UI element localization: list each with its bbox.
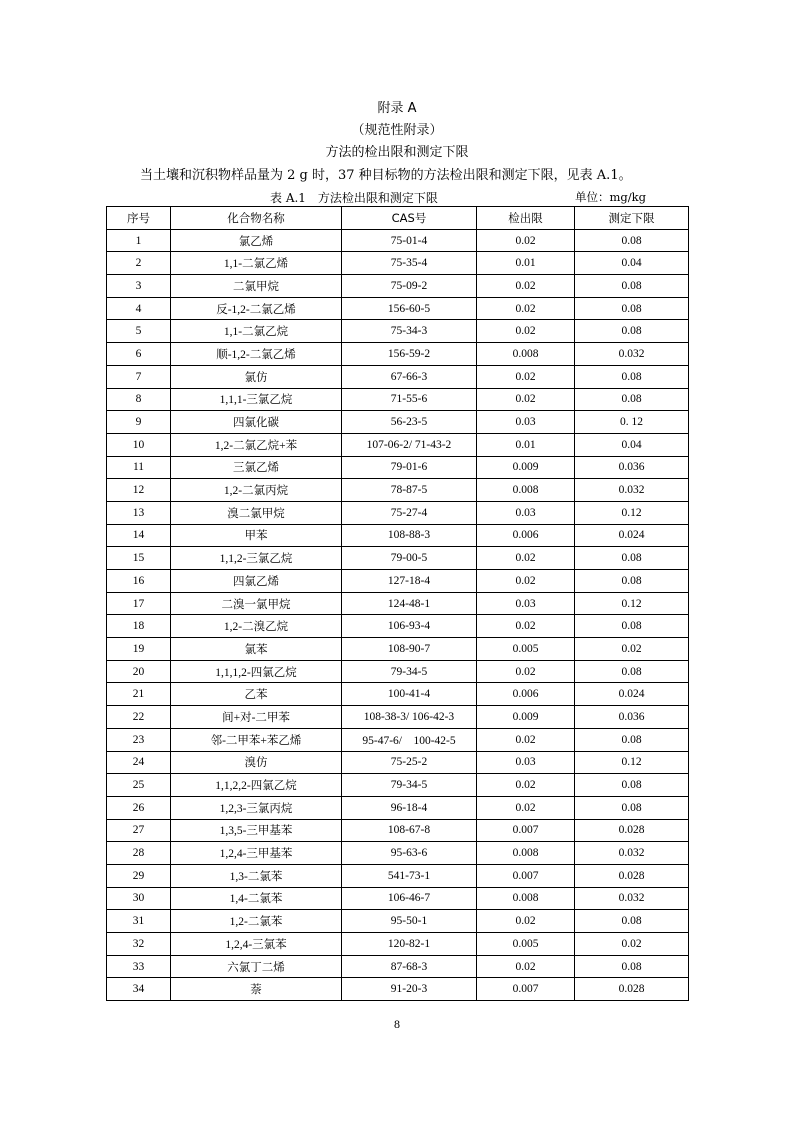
cell-compound: 四氯化碳 (171, 411, 342, 434)
cell-index: 11 (107, 456, 171, 479)
table-row (107, 978, 689, 1001)
cell-index: 20 (107, 660, 171, 683)
table-row (107, 592, 689, 615)
cell-compound: 1,2-二溴乙烷 (171, 615, 342, 638)
cell-cas: 75-01-4 (342, 229, 477, 252)
cell-compound: 1,1,1,2-四氯乙烷 (171, 660, 342, 683)
cell-cas: 541-73-1 (342, 864, 477, 887)
cell-compound: 二氯甲烷 (171, 275, 342, 298)
cell-quantitation-limit: 0.08 (575, 910, 689, 933)
cell-quantitation-limit: 0.08 (575, 615, 689, 638)
cell-quantitation-limit: 0.12 (575, 592, 689, 615)
cell-quantitation-limit: 0.04 (575, 433, 689, 456)
cell-compound: 1,2-二氯丙烷 (171, 479, 342, 502)
cell-compound: 二溴一氯甲烷 (171, 592, 342, 615)
cell-compound: 甲苯 (171, 524, 342, 547)
table-row (107, 706, 689, 729)
cell-quantitation-limit: 0.032 (575, 842, 689, 865)
cell-quantitation-limit: 0.08 (575, 955, 689, 978)
cell-quantitation-limit: 0.12 (575, 751, 689, 774)
page-number: 8 (394, 1017, 400, 1031)
cell-index: 30 (107, 887, 171, 910)
cell-compound: 1,2,4-三甲基苯 (171, 842, 342, 865)
table-row (107, 819, 689, 842)
cell-index: 27 (107, 819, 171, 842)
cell-index: 3 (107, 275, 171, 298)
cell-quantitation-limit: 0.036 (575, 706, 689, 729)
cell-compound: 1,2-二氯乙烷+苯 (171, 433, 342, 456)
table-row (107, 638, 689, 661)
cell-index: 22 (107, 706, 171, 729)
table-row (107, 774, 689, 797)
table-row (107, 570, 689, 593)
cell-compound: 1,1-二氯乙烯 (171, 252, 342, 275)
cell-detection-limit: 0.01 (477, 252, 575, 275)
cell-quantitation-limit: 0.024 (575, 524, 689, 547)
cell-index: 8 (107, 388, 171, 411)
cell-cas: 79-34-5 (342, 660, 477, 683)
cell-quantitation-limit: 0.032 (575, 343, 689, 366)
section-title: 方法的检出限和测定下限 (325, 145, 469, 160)
cell-compound: 氯乙烯 (171, 229, 342, 252)
cell-quantitation-limit: 0.08 (575, 570, 689, 593)
cell-quantitation-limit: 0.028 (575, 864, 689, 887)
cell-index: 26 (107, 796, 171, 819)
cell-cas: 95-47-6/ 100-42-5 (342, 728, 477, 751)
cell-detection-limit: 0.03 (477, 592, 575, 615)
cell-quantitation-limit: 0.04 (575, 252, 689, 275)
cell-index: 34 (107, 978, 171, 1001)
cell-compound: 1,3,5-三甲基苯 (171, 819, 342, 842)
cell-compound: 溴二氯甲烷 (171, 501, 342, 524)
cell-detection-limit: 0.02 (477, 229, 575, 252)
cell-compound: 四氯乙烯 (171, 570, 342, 593)
table-row (107, 229, 689, 252)
cell-index: 29 (107, 864, 171, 887)
table-row (107, 660, 689, 683)
cell-quantitation-limit: 0.08 (575, 275, 689, 298)
cell-quantitation-limit: 0. 12 (575, 411, 689, 434)
cell-index: 23 (107, 728, 171, 751)
cell-compound: 乙苯 (171, 683, 342, 706)
cell-quantitation-limit: 0.02 (575, 933, 689, 956)
cell-cas: 87-68-3 (342, 955, 477, 978)
table-header-row (107, 207, 689, 230)
cell-detection-limit: 0.008 (477, 842, 575, 865)
cell-quantitation-limit: 0.02 (575, 638, 689, 661)
cell-index: 7 (107, 365, 171, 388)
cell-detection-limit: 0.02 (477, 275, 575, 298)
cell-compound: 1,1,2-三氯乙烷 (171, 547, 342, 570)
cell-cas: 108-90-7 (342, 638, 477, 661)
table-unit: 单位：mg/kg (575, 190, 646, 204)
cell-cas: 67-66-3 (342, 365, 477, 388)
cell-detection-limit: 0.02 (477, 660, 575, 683)
table-row (107, 751, 689, 774)
table-row (107, 547, 689, 570)
cell-quantitation-limit: 0.08 (575, 388, 689, 411)
table-row (107, 343, 689, 366)
cell-compound: 1,4-二氯苯 (171, 887, 342, 910)
cell-detection-limit: 0.02 (477, 796, 575, 819)
cell-detection-limit: 0.008 (477, 479, 575, 502)
cell-index: 6 (107, 343, 171, 366)
cell-detection-limit: 0.03 (477, 411, 575, 434)
cell-cas: 71-55-6 (342, 388, 477, 411)
cell-cas: 107-06-2/ 71-43-2 (342, 433, 477, 456)
table-row (107, 365, 689, 388)
cell-index: 13 (107, 501, 171, 524)
cell-quantitation-limit: 0.032 (575, 887, 689, 910)
cell-detection-limit: 0.02 (477, 297, 575, 320)
cell-compound: 1,1,2,2-四氯乙烷 (171, 774, 342, 797)
cell-detection-limit: 0.008 (477, 343, 575, 366)
cell-quantitation-limit: 0.032 (575, 479, 689, 502)
cell-quantitation-limit: 0.08 (575, 365, 689, 388)
table-row (107, 275, 689, 298)
cell-cas: 75-25-2 (342, 751, 477, 774)
cell-detection-limit: 0.02 (477, 320, 575, 343)
table-caption: 表 A.1 方法检出限和测定下限 (270, 191, 438, 205)
cell-quantitation-limit: 0.08 (575, 229, 689, 252)
cell-index: 25 (107, 774, 171, 797)
cell-cas: 91-20-3 (342, 978, 477, 1001)
cell-compound: 1,2-二氯苯 (171, 910, 342, 933)
cell-compound: 顺-1,2-二氯乙烯 (171, 343, 342, 366)
detection-limit-table (106, 206, 689, 1001)
cell-compound: 1,2,4-三氯苯 (171, 933, 342, 956)
cell-index: 5 (107, 320, 171, 343)
header-cas: CAS号 (342, 207, 477, 230)
table-row (107, 456, 689, 479)
cell-compound: 1,3-二氯苯 (171, 864, 342, 887)
table-row (107, 411, 689, 434)
cell-cas: 108-38-3/ 106-42-3 (342, 706, 477, 729)
cell-cas: 100-41-4 (342, 683, 477, 706)
cell-detection-limit: 0.02 (477, 774, 575, 797)
cell-detection-limit: 0.007 (477, 864, 575, 887)
cell-detection-limit: 0.006 (477, 524, 575, 547)
cell-detection-limit: 0.005 (477, 638, 575, 661)
cell-compound: 间+对-二甲苯 (171, 706, 342, 729)
cell-index: 24 (107, 751, 171, 774)
cell-cas: 106-93-4 (342, 615, 477, 638)
cell-detection-limit: 0.006 (477, 683, 575, 706)
intro-paragraph: 当土壤和沉积物样品量为 2 g 时，37 种目标物的方法检出限和测定下限，见表 A.1。 (140, 168, 632, 183)
cell-quantitation-limit: 0.08 (575, 774, 689, 797)
cell-cas: 79-00-5 (342, 547, 477, 570)
cell-cas: 78-87-5 (342, 479, 477, 502)
cell-quantitation-limit: 0.036 (575, 456, 689, 479)
cell-index: 16 (107, 570, 171, 593)
cell-cas: 56-23-5 (342, 411, 477, 434)
cell-index: 28 (107, 842, 171, 865)
cell-compound: 1,2,3-三氯丙烷 (171, 796, 342, 819)
cell-quantitation-limit: 0.08 (575, 547, 689, 570)
cell-detection-limit: 0.02 (477, 365, 575, 388)
cell-compound: 氯仿 (171, 365, 342, 388)
cell-detection-limit: 0.03 (477, 501, 575, 524)
cell-cas: 79-34-5 (342, 774, 477, 797)
cell-compound: 1,1,1-三氯乙烷 (171, 388, 342, 411)
cell-detection-limit: 0.009 (477, 456, 575, 479)
table-row (107, 728, 689, 751)
cell-cas: 75-35-4 (342, 252, 477, 275)
cell-cas: 106-46-7 (342, 887, 477, 910)
cell-index: 18 (107, 615, 171, 638)
table-row (107, 796, 689, 819)
cell-cas: 108-67-8 (342, 819, 477, 842)
appendix-title: 附录 A (377, 101, 417, 116)
cell-compound: 三氯乙烯 (171, 456, 342, 479)
cell-detection-limit: 0.02 (477, 615, 575, 638)
cell-quantitation-limit: 0.024 (575, 683, 689, 706)
cell-compound: 氯苯 (171, 638, 342, 661)
table-row (107, 910, 689, 933)
cell-index: 14 (107, 524, 171, 547)
cell-detection-limit: 0.007 (477, 978, 575, 1001)
cell-quantitation-limit: 0.08 (575, 660, 689, 683)
cell-detection-limit: 0.02 (477, 728, 575, 751)
cell-detection-limit: 0.009 (477, 706, 575, 729)
cell-quantitation-limit: 0.028 (575, 978, 689, 1001)
table-body (107, 229, 689, 1000)
table-row (107, 615, 689, 638)
cell-index: 32 (107, 933, 171, 956)
cell-compound: 六氯丁二烯 (171, 955, 342, 978)
cell-cas: 79-01-6 (342, 456, 477, 479)
header-compound: 化合物名称 (171, 207, 342, 230)
cell-quantitation-limit: 0.12 (575, 501, 689, 524)
cell-cas: 96-18-4 (342, 796, 477, 819)
cell-cas: 156-60-5 (342, 297, 477, 320)
table-row (107, 388, 689, 411)
cell-cas: 108-88-3 (342, 524, 477, 547)
cell-cas: 127-18-4 (342, 570, 477, 593)
cell-detection-limit: 0.03 (477, 751, 575, 774)
table-row (107, 524, 689, 547)
cell-index: 31 (107, 910, 171, 933)
cell-index: 9 (107, 411, 171, 434)
header-detection-limit: 检出限 (477, 207, 575, 230)
cell-index: 12 (107, 479, 171, 502)
cell-detection-limit: 0.005 (477, 933, 575, 956)
table-row (107, 320, 689, 343)
cell-detection-limit: 0.02 (477, 570, 575, 593)
cell-compound: 1,1-二氯乙烷 (171, 320, 342, 343)
cell-quantitation-limit: 0.08 (575, 796, 689, 819)
cell-compound: 反-1,2-二氯乙烯 (171, 297, 342, 320)
table-row (107, 955, 689, 978)
table-row (107, 479, 689, 502)
cell-compound: 邻-二甲苯+苯乙烯 (171, 728, 342, 751)
table-row (107, 433, 689, 456)
cell-index: 19 (107, 638, 171, 661)
cell-compound: 溴仿 (171, 751, 342, 774)
table-row (107, 842, 689, 865)
table-row (107, 297, 689, 320)
cell-quantitation-limit: 0.08 (575, 728, 689, 751)
cell-index: 33 (107, 955, 171, 978)
cell-detection-limit: 0.02 (477, 547, 575, 570)
cell-detection-limit: 0.02 (477, 910, 575, 933)
cell-index: 1 (107, 229, 171, 252)
cell-detection-limit: 0.02 (477, 388, 575, 411)
cell-compound: 萘 (171, 978, 342, 1001)
table-row (107, 501, 689, 524)
cell-index: 10 (107, 433, 171, 456)
header-index: 序号 (107, 207, 171, 230)
cell-detection-limit: 0.008 (477, 887, 575, 910)
cell-cas: 75-09-2 (342, 275, 477, 298)
table-row (107, 864, 689, 887)
cell-index: 21 (107, 683, 171, 706)
cell-detection-limit: 0.007 (477, 819, 575, 842)
cell-quantitation-limit: 0.08 (575, 297, 689, 320)
cell-index: 4 (107, 297, 171, 320)
cell-index: 17 (107, 592, 171, 615)
table-row (107, 683, 689, 706)
cell-cas: 124-48-1 (342, 592, 477, 615)
table-row (107, 887, 689, 910)
cell-cas: 156-59-2 (342, 343, 477, 366)
header-quantitation-limit: 测定下限 (575, 207, 689, 230)
cell-index: 2 (107, 252, 171, 275)
cell-quantitation-limit: 0.028 (575, 819, 689, 842)
cell-cas: 75-27-4 (342, 501, 477, 524)
cell-index: 15 (107, 547, 171, 570)
table-row (107, 252, 689, 275)
cell-cas: 95-63-6 (342, 842, 477, 865)
table-row (107, 933, 689, 956)
cell-detection-limit: 0.02 (477, 955, 575, 978)
cell-quantitation-limit: 0.08 (575, 320, 689, 343)
cell-cas: 120-82-1 (342, 933, 477, 956)
cell-cas: 95-50-1 (342, 910, 477, 933)
cell-cas: 75-34-3 (342, 320, 477, 343)
appendix-subtitle: （规范性附录） (351, 123, 443, 138)
cell-detection-limit: 0.01 (477, 433, 575, 456)
